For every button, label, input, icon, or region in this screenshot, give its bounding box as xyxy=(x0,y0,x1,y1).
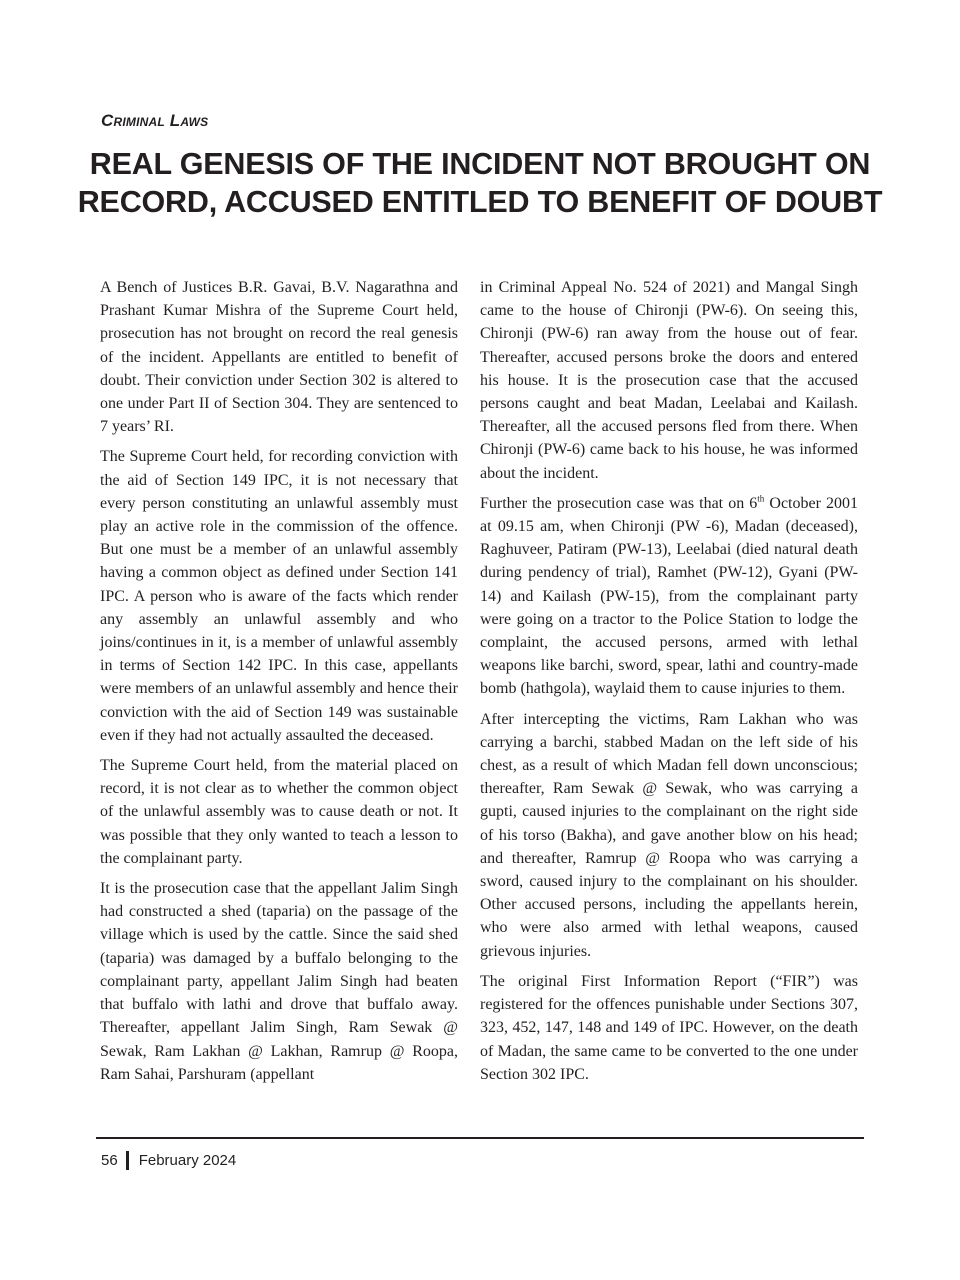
paragraph-intro: A Bench of Justices B.R. Gavai, B.V. Nagarathna and Prashant Kumar Mishra of the Supreme Court held, prosecution has not brought on record the real genesis of the incident. Appellants are entitled to benefit of doubt. Their conviction under Section 302 is altered to one under Part II of Section 304. They are sentenced to 7 years’ RI. xyxy=(100,279,458,436)
ordinal-suffix: th xyxy=(757,493,765,504)
paragraph-attack: After intercepting the victims, Ram Lakhan who was carrying a barchi, stabbed Madan on the left side of his chest, as a result of which Madan fell down unconscious; thereafter, Ram Sewak @ Sewak, who was carrying a gupti, caused injuries to the complainant on the right side of his torso (Bakha), and gave another blow on his head; and thereafter, Ramrup @ Roopa who was carrying a sword, caused injury to the complainant on his shoulder. Other accused persons, including the appellants herein, who were also armed with lethal weapons, caused grievous injuries. xyxy=(480,710,858,960)
paragraph-continuation: in Criminal Appeal No. 524 of 2021) and Mangal Singh came to the house of Chironji (PW-6). On seeing this, Chironji (PW-6) ran away from the house out of fear. Thereafter, accused persons broke the doors and entered his house. It is the prosecution case that the accused persons caught and beat Madan, Leelabai and Kailash. Thereafter, all the accused persons fled from there. When Chironji (PW-6) came back to his house, he was informed about the incident. xyxy=(480,279,858,482)
article-title: REAL GENESIS OF THE INCIDENT NOT BROUGHT ON RECORD, ACCUSED ENTITLED TO BENEFIT OF DOUBT xyxy=(77,147,883,219)
section-label: Criminal Laws xyxy=(101,111,209,130)
paragraph-common-object: The Supreme Court held, from the material placed on record, it is not clear as to whether the common object of the unlawful assembly was to cause death or not. It was possible that they only wanted to teach a lesson to the complainant party. xyxy=(100,757,458,867)
footer-separator-bar xyxy=(126,1151,129,1170)
right-column xyxy=(480,276,858,1086)
text-segment: Further the prosecution case was that on 6 xyxy=(480,494,758,512)
paragraph-prosecution-case: It is the prosecution case that the appellant Jalim Singh had constructed a shed (taparia) on the passage of the village which is used by the cattle. Since the said shed (taparia) was damaged by a buffalo belonging to the complainant party, appellant Jalim Singh had beaten that buffalo with lathi and drove that buffalo away. Thereafter, appellant Jalim Singh, Ram Sewak @ Sewak, Ram Lakhan @ Lakhan, Ramrup @ Roopa, Ram Sahai, Parshuram (appellant xyxy=(100,880,458,1083)
paragraph-fir: The original First Information Report (“FIR”) was registered for the offences punishable under Sections 307, 323, 452, 147, 148 and 149 of IPC. However, on the death of Madan, the same came to be converted to the one under Section 302 IPC. xyxy=(480,972,858,1083)
left-column xyxy=(100,276,458,1086)
paragraph-tractor-incident xyxy=(480,492,858,701)
paragraph-section-149: The Supreme Court held, for recording conviction with the aid of Section 149 IPC, it is not necessary that every person constituting an unlawful assembly must play an active role in the commission of the offence. But one must be a member of an unlawful assembly having a common object as defined under Section 141 IPC. A person who is aware of the facts which render any assembly an unlawful assembly and who joins/continues in it, is a member of unlawful assembly in terms of Section 142 IPC. In this case, appellants were members of an unlawful assembly and hence their conviction with the aid of Section 149 was sustainable even if they had not actually assaulted the deceased. xyxy=(100,448,458,744)
footer-divider xyxy=(96,1137,864,1139)
page-footer xyxy=(101,1151,236,1170)
issue-date: February 2024 xyxy=(138,1152,237,1169)
page-number: 56 xyxy=(101,1152,118,1169)
text-segment: October 2001 at 09.15 am, when Chironji (PW -6), Madan (deceased), Raghuveer, Patiram (PW-13), Leelabai (died natural death during pendency of trial), Ramhet (PW-12), Gyani (PW-14) and Kailash (PW-15), from the complainant party were going on a tractor to the Police Station to lodge the complaint, the accused persons, armed with lethal weapons like barchi, sword, spear, lathi and country-made bomb (hathgola), waylaid them to cause injuries to them. xyxy=(480,494,859,698)
